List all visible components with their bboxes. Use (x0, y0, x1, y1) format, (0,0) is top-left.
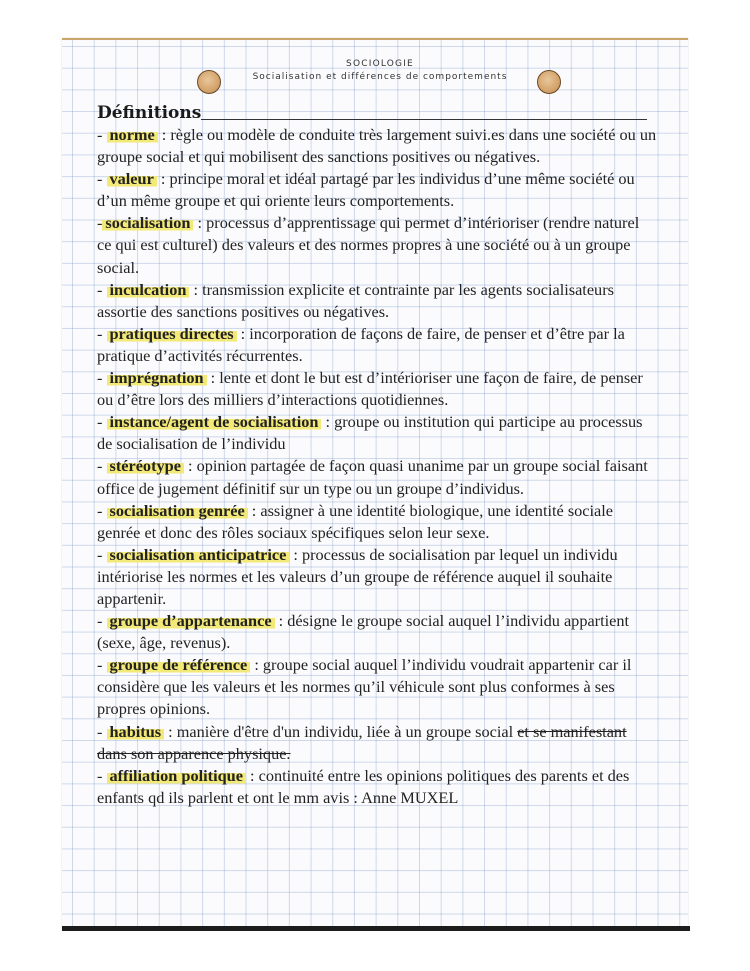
definition-text: : continuité entre les opinions politiques des parents et des enfants qd ils parlent et ont le mm avis : Anne MUXEL (97, 765, 630, 807)
term-highlight: habitus (107, 722, 165, 741)
page-header (200, 58, 560, 84)
term-highlight: socialisation (102, 213, 193, 232)
sheet-bottom-edge (62, 926, 690, 931)
term-highlight: instance/agent de socialisation (107, 412, 322, 431)
term-highlight: affiliation politique (107, 766, 246, 785)
bullet: - (97, 544, 107, 564)
section-title: Définitions (97, 103, 202, 123)
definition-item (97, 765, 657, 809)
definition-text: : manière d'être d'un individu, liée à un groupe social (164, 721, 518, 741)
definition-text: : groupe ou institution qui participe au processus de socialisation de l’individu (97, 412, 643, 454)
bullet: - (97, 655, 107, 675)
definition-item (97, 610, 657, 654)
term-highlight: norme (107, 125, 158, 144)
definition-item (97, 455, 657, 499)
definition-item (97, 124, 657, 168)
title-underline (201, 119, 647, 120)
chapter-subtitle: Socialisation et différences de comportements (252, 72, 508, 82)
definition-text: : transmission explicite et contrainte par les agents socialisateurs assortie des sanctions positives ou négatives. (97, 279, 614, 321)
definition-text: : incorporation de façons de faire, de penser et d’être par la pratique d’activités récurrentes. (97, 323, 625, 365)
bullet: - (97, 279, 107, 299)
struck-text: et se manifestant dans son apparence physique. (97, 721, 627, 763)
term-highlight: socialisation genrée (107, 501, 248, 520)
definition-item (97, 212, 657, 278)
term-highlight: groupe de référence (107, 655, 251, 674)
definition-item (97, 168, 657, 212)
definition-item (97, 411, 657, 455)
bullet: - (97, 456, 107, 476)
bullet: - (97, 721, 107, 741)
bullet: - (97, 125, 107, 144)
definition-text: : règle ou modèle de conduite très largement suivi.es dans une société ou un groupe social et qui mobilisent des sanctions positives ou négatives. (97, 125, 657, 167)
definition-text: : groupe social auquel l’individu voudrait appartenir car il considère que les valeurs et les normes qu’il véhicule sont plus conformes à ses propres opinions. (97, 655, 632, 719)
definition-item (97, 544, 657, 610)
definitions-list (97, 124, 657, 809)
term-highlight: stéréotype (107, 456, 184, 475)
term-highlight: valeur (107, 169, 157, 188)
definition-text: : lente et dont le but est d’intérioriser une façon de faire, de penser ou d’être lors des milliers d’interactions quotidiennes. (97, 368, 643, 410)
bullet: - (97, 611, 107, 631)
term-highlight: socialisation anticipatrice (107, 545, 290, 564)
bullet: - (97, 323, 107, 343)
definition-item (97, 279, 657, 323)
definition-text: : processus de socialisation par lequel un individu intériorise les normes et les valeurs d’un groupe de référence auquel il souhaite appartenir. (97, 544, 618, 608)
definition-item (97, 367, 657, 411)
definition-item (97, 654, 657, 720)
bullet: - (97, 368, 107, 388)
definition-text: : processus d’apprentissage qui permet d’intérioriser (rendre naturel ce qui est culturel) des valeurs et des normes propres à une société ou à un groupe social. (97, 213, 640, 277)
definition-item (97, 721, 657, 765)
subject-title: SOCIOLOGIE (346, 59, 414, 69)
definition-text: : opinion partagée de façon quasi unanime par un groupe social faisant office de jugement définitif sur un type ou un groupe d’individus. (97, 456, 648, 498)
definition-item (97, 500, 657, 544)
term-highlight: imprégnation (107, 368, 207, 387)
bullet: - (97, 500, 107, 520)
bullet: - (97, 412, 107, 432)
bullet: - (97, 213, 103, 233)
bullet: - (97, 169, 107, 189)
term-highlight: inculcation (107, 280, 190, 299)
term-highlight: groupe d’appartenance (107, 611, 275, 630)
definition-text: : principe moral et idéal partagé par les individus d’une même société ou d’un même groupe et qui oriente leurs comportements. (97, 169, 635, 211)
bullet: - (97, 765, 107, 785)
definition-item (97, 323, 657, 367)
definition-text: : assigner à une identité biologique, une identité sociale genrée et donc des rôles sociaux spécifiques selon leur sexe. (97, 500, 614, 542)
term-highlight: pratiques directes (107, 324, 237, 343)
definition-text: : désigne le groupe social auquel l’individu appartient (sexe, âge, revenus). (97, 611, 630, 653)
